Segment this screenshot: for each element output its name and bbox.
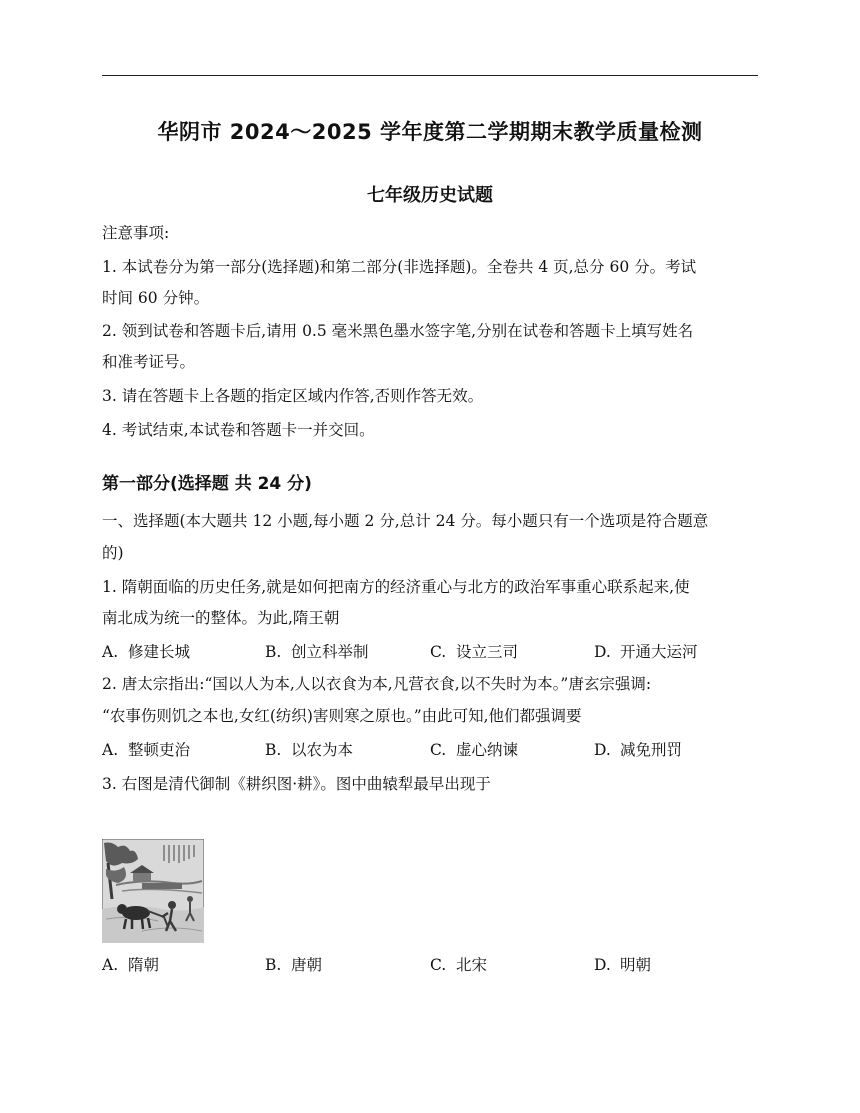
- q3-option-a[interactable]: [102, 954, 159, 976]
- option-key: B.: [265, 741, 282, 759]
- option-key: A.: [102, 956, 119, 974]
- question-3-line-1: 3. 右图是清代御制《耕织图·耕》。图中曲辕犁最早出现于: [102, 775, 491, 793]
- option-key: A.: [102, 741, 119, 759]
- option-key: C.: [430, 741, 447, 759]
- option-text: 开通大运河: [620, 643, 698, 661]
- option-key: C.: [430, 643, 447, 661]
- header-rule: [102, 75, 758, 76]
- question-2-options: [102, 739, 758, 761]
- q2-option-b[interactable]: [265, 739, 353, 761]
- question-2-line-1: 2. 唐太宗指出:“国以人为本,人以衣食为本,凡营衣食,以不失时为本。”唐玄宗强调:: [102, 675, 652, 693]
- option-text: 唐朝: [291, 956, 323, 974]
- option-text: 设立三司: [456, 643, 519, 661]
- option-text: 修建长城: [128, 643, 191, 661]
- q1-option-c[interactable]: [430, 641, 518, 663]
- option-text: 明朝: [620, 956, 652, 974]
- note-1-line-2: 时间 60 分钟。: [102, 289, 210, 307]
- note-4: 4. 考试结束,本试卷和答题卡一并交回。: [102, 421, 375, 439]
- option-key: D.: [594, 956, 611, 974]
- part-1-title: 第一部分(选择题 共 24 分): [102, 474, 312, 494]
- option-text: 以农为本: [291, 741, 354, 759]
- question-3-options: [102, 954, 758, 976]
- option-key: D.: [594, 741, 611, 759]
- note-2-line-1: 2. 领到试卷和答题卡后,请用 0.5 毫米黑色墨水签字笔,分别在试卷和答题卡上填写姓名: [102, 322, 694, 340]
- option-text: 隋朝: [128, 956, 160, 974]
- exam-subtitle: 七年级历史试题: [367, 185, 493, 206]
- q2-option-d[interactable]: [594, 739, 682, 761]
- q3-option-d[interactable]: [594, 954, 651, 976]
- option-text: 虚心纳谏: [456, 741, 519, 759]
- option-key: C.: [430, 956, 447, 974]
- q1-option-b[interactable]: [265, 641, 369, 663]
- q2-option-c[interactable]: [430, 739, 518, 761]
- q1-option-d[interactable]: [594, 641, 698, 663]
- part-1-instructions-line-2: 的): [102, 544, 124, 562]
- plowing-illustration: [102, 839, 204, 943]
- question-1-line-2: 南北成为统一的整体。为此,隋王朝: [102, 609, 340, 627]
- exam-title: 华阴市 2024～2025 学年度第二学期期末教学质量检测: [157, 120, 703, 144]
- question-2-line-2: “农事伤则饥之本也,女红(纺织)害则寒之原也。”由此可知,他们都强调要: [102, 707, 582, 725]
- note-1-line-1: 1. 本试卷分为第一部分(选择题)和第二部分(非选择题)。全卷共 4 页,总分 60 分。考试: [102, 258, 697, 276]
- q3-option-b[interactable]: [265, 954, 322, 976]
- notes-heading: 注意事项:: [102, 224, 170, 242]
- note-3: 3. 请在答题卡上各题的指定区域内作答,否则作答无效。: [102, 387, 484, 405]
- note-2-line-2: 和准考证号。: [102, 353, 196, 371]
- option-text: 整顿吏治: [128, 741, 191, 759]
- question-1-options: [102, 641, 758, 663]
- option-key: B.: [265, 643, 282, 661]
- question-1-line-1: 1. 隋朝面临的历史任务,就是如何把南方的经济重心与北方的政治军事重心联系起来,使: [102, 578, 690, 596]
- option-key: D.: [594, 643, 611, 661]
- q2-option-a[interactable]: [102, 739, 190, 761]
- option-text: 创立科举制: [291, 643, 369, 661]
- q3-option-c[interactable]: [430, 954, 487, 976]
- option-key: A.: [102, 643, 119, 661]
- option-text: 减免刑罚: [620, 741, 683, 759]
- q1-option-a[interactable]: [102, 641, 190, 663]
- part-1-instructions-line-1: 一、选择题(本大题共 12 小题,每小题 2 分,总计 24 分。每小题只有一个选项是符合题意: [102, 512, 709, 530]
- option-key: B.: [265, 956, 282, 974]
- option-text: 北宋: [456, 956, 488, 974]
